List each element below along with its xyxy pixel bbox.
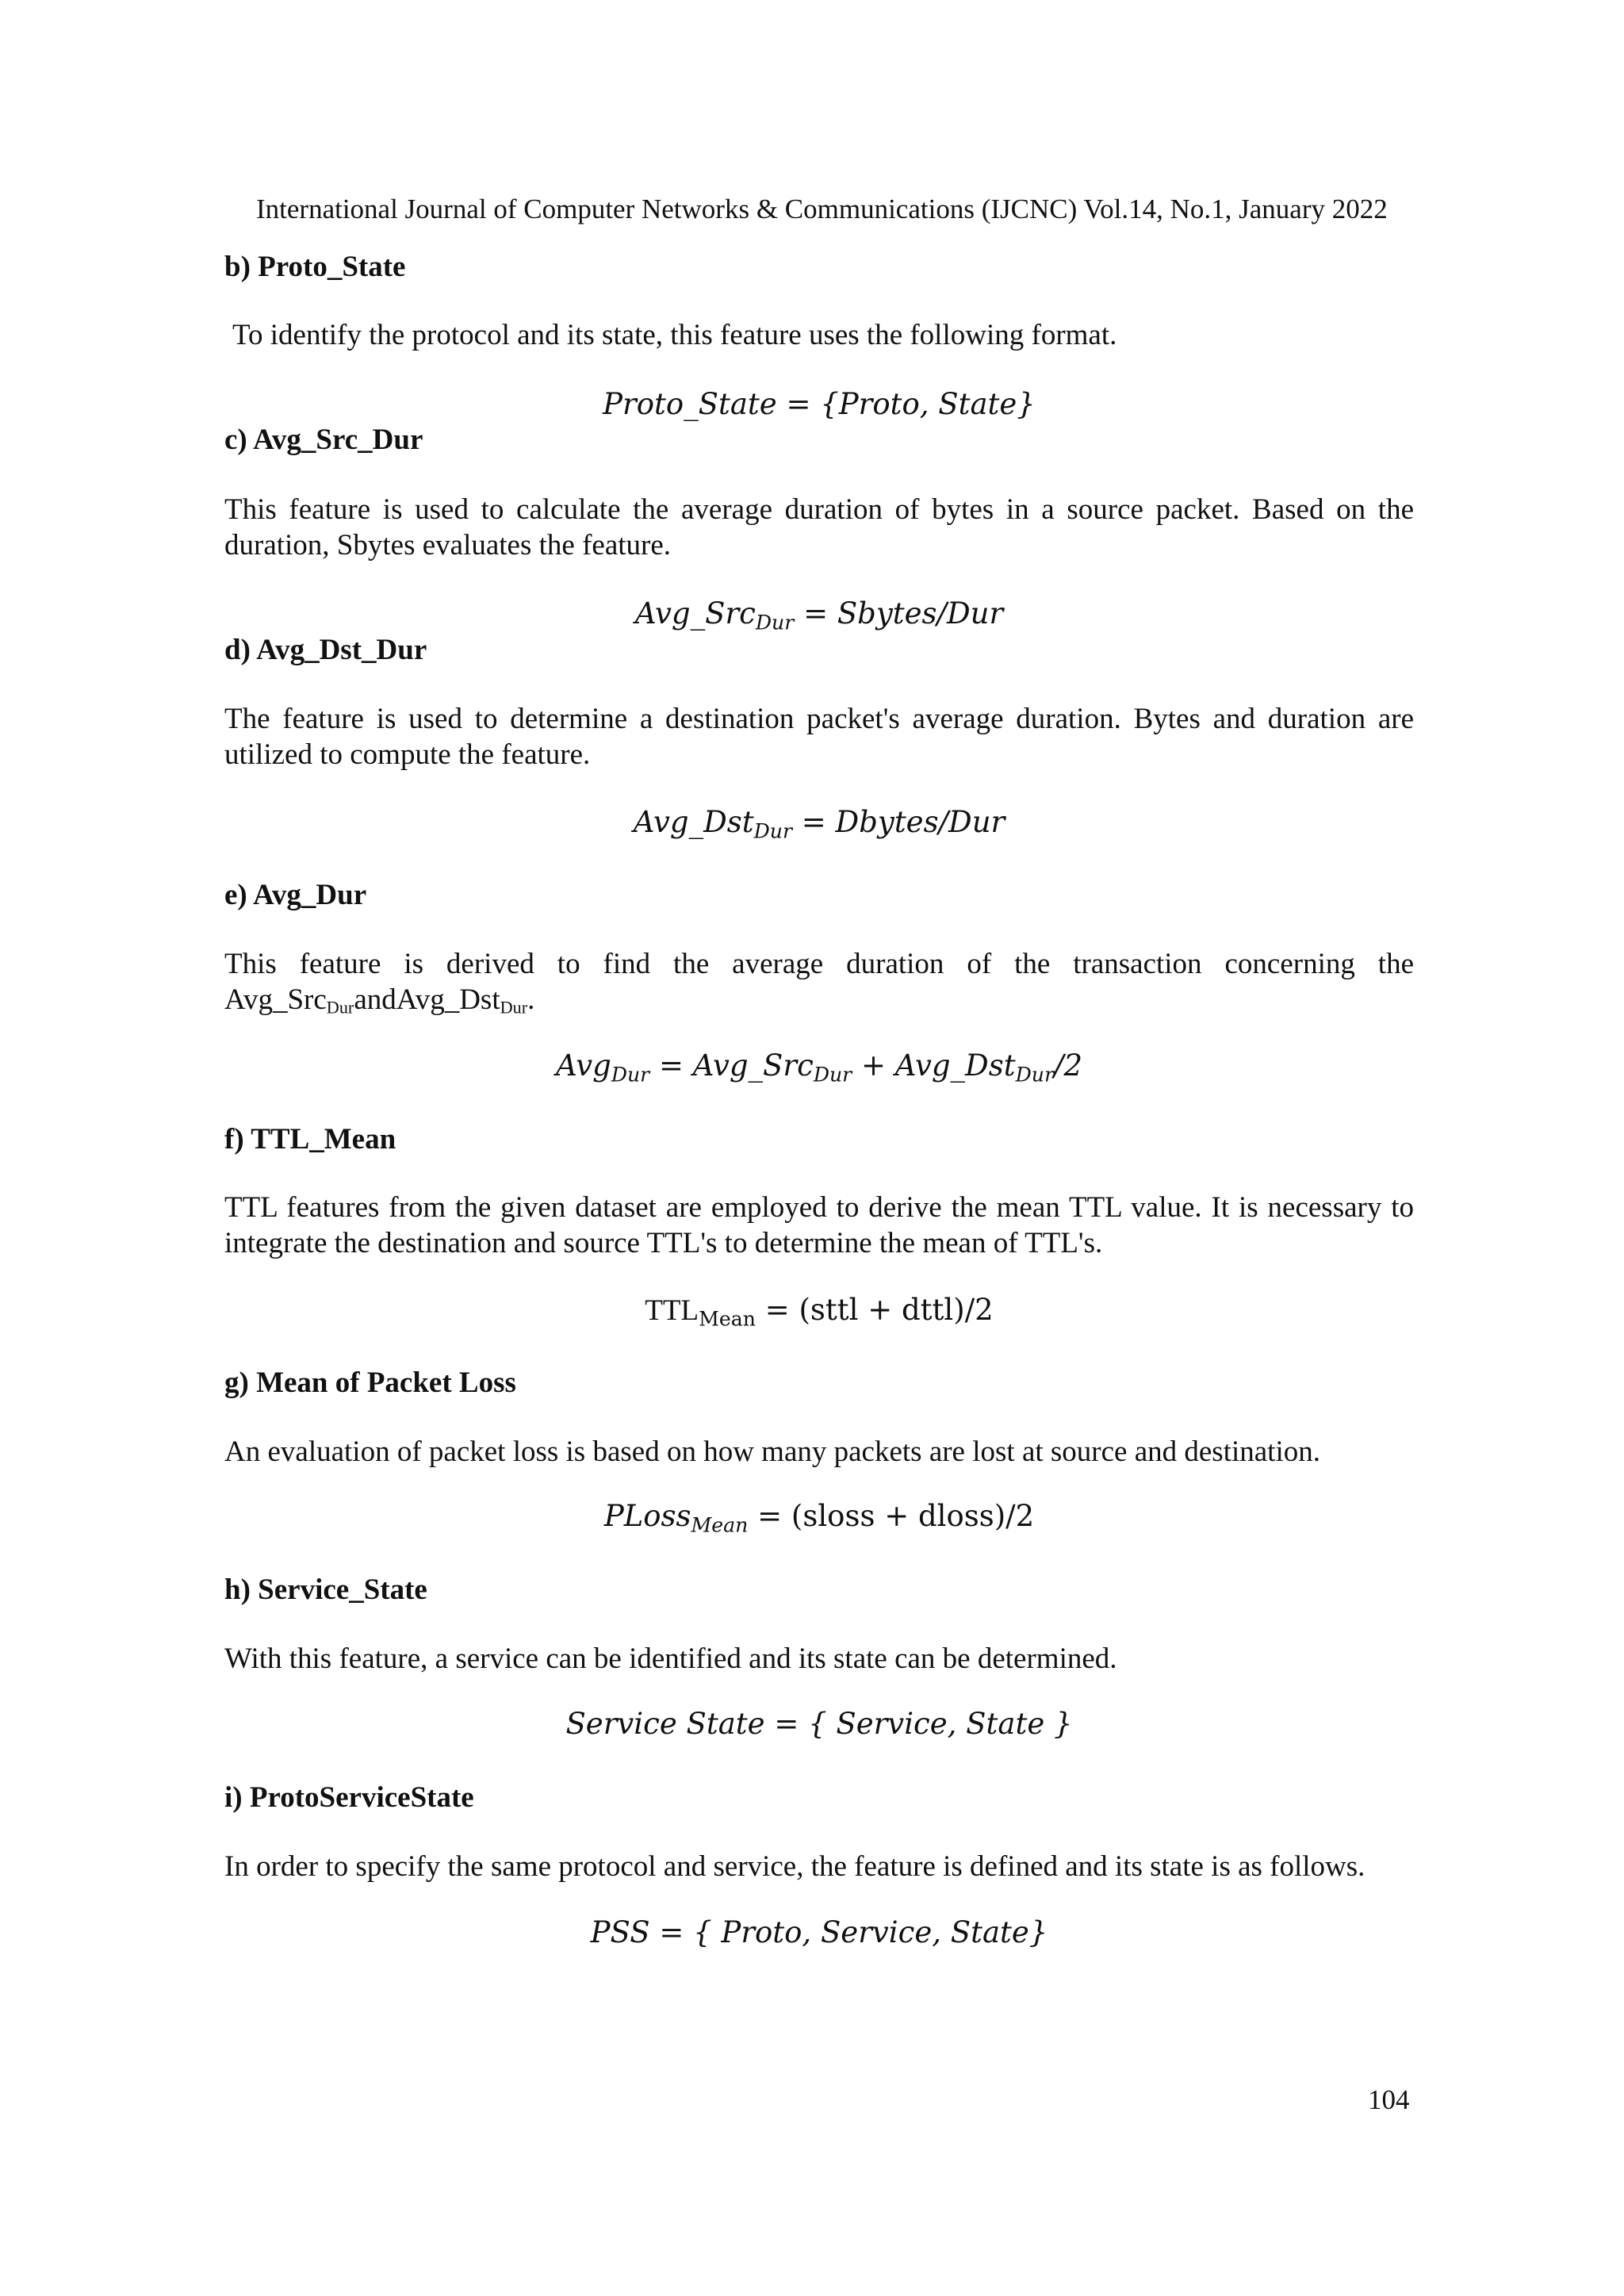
section-heading-b: b) Proto_State bbox=[224, 251, 406, 283]
eq-lhs: Avg_Dst bbox=[633, 805, 754, 839]
paragraph-g: An evaluation of packet loss is based on how many packets are lost at source and destination. bbox=[224, 1435, 1320, 1468]
eq-term-1-subscript: Dur bbox=[813, 1063, 852, 1087]
equation-avg-dst-dur bbox=[224, 805, 1414, 843]
equation-ploss-mean bbox=[224, 1499, 1414, 1537]
eq-rhs: = (sttl + dttl)/2 bbox=[764, 1293, 994, 1327]
paragraph-e bbox=[224, 946, 1414, 1018]
eq-rhs: = Sbytes/Dur bbox=[803, 596, 1004, 631]
eq-lhs: TTL bbox=[645, 1294, 699, 1327]
equation-avg-dur bbox=[224, 1048, 1414, 1087]
paragraph-c: This feature is used to calculate the average duration of bytes in a source packet. Based on the duration, Sbytes evaluates the feature. bbox=[224, 493, 1414, 562]
paragraph-e-sub-1: Dur bbox=[326, 997, 354, 1018]
eq-lhs: Service State bbox=[565, 1707, 765, 1741]
page-number: 104 bbox=[1368, 2084, 1410, 2115]
equation-pss bbox=[224, 1915, 1414, 1949]
eq-term-2-subscript: Dur bbox=[1015, 1063, 1054, 1087]
paragraph-d: The feature is used to determine a destination packet's average duration. Bytes and duration are utilized to compute the feature. bbox=[224, 703, 1414, 771]
eq-rhs: = { Proto, Service, State} bbox=[659, 1915, 1048, 1949]
eq-rhs: = Dbytes/Dur bbox=[801, 805, 1005, 839]
eq-subscript: Mean bbox=[699, 1307, 756, 1331]
section-heading-f: f) TTL_Mean bbox=[224, 1123, 396, 1156]
equation-service-state bbox=[224, 1707, 1414, 1741]
eq-lhs: PSS bbox=[590, 1915, 650, 1949]
paragraph-h: With this feature, a service can be identified and its state can be determined. bbox=[224, 1642, 1117, 1675]
eq-lhs: PLoss bbox=[603, 1499, 691, 1533]
eq-subscript: Dur bbox=[755, 611, 795, 634]
eq-lhs-subscript: Dur bbox=[611, 1063, 650, 1087]
paragraph-e-text-c: . bbox=[527, 983, 535, 1016]
equation-ttl-mean bbox=[224, 1293, 1414, 1331]
paragraph-e-text-a: This feature is derived to find the average duration of the transaction concerning the Avg_Src bbox=[224, 948, 1414, 1016]
eq-term-2: + Avg_Dst bbox=[860, 1048, 1016, 1083]
eq-term-1: = Avg_Src bbox=[658, 1048, 814, 1083]
eq-lhs: Proto_State bbox=[603, 387, 777, 421]
section-heading-h: h) Service_State bbox=[224, 1573, 427, 1606]
running-header: International Journal of Computer Networks & Communications (IJCNC) Vol.14, No.1, January 2022 bbox=[256, 194, 1388, 224]
section-heading-g: g) Mean of Packet Loss bbox=[224, 1366, 516, 1399]
eq-lhs: Avg_Src bbox=[634, 596, 756, 631]
equation-avg-src-dur bbox=[224, 596, 1414, 634]
eq-rhs: = (sloss + dloss)/2 bbox=[757, 1499, 1035, 1533]
paragraph-f: TTL features from the given dataset are employed to derive the mean TTL value. It is necessary to integrate the destination and source TTL's to determine the mean of TTL's. bbox=[224, 1191, 1414, 1259]
eq-lhs: Avg bbox=[556, 1048, 611, 1083]
paragraph-b: To identify the protocol and its state, this feature uses the following format. bbox=[232, 319, 1117, 351]
eq-subscript: Mean bbox=[691, 1513, 749, 1537]
eq-subscript: Dur bbox=[753, 819, 793, 843]
section-heading-d: d) Avg_Dst_Dur bbox=[224, 634, 427, 666]
section-heading-e: e) Avg_Dur bbox=[224, 879, 367, 911]
eq-rhs: = {Proto, State} bbox=[786, 387, 1036, 421]
paragraph-e-text-b: andAvg_Dst bbox=[354, 983, 500, 1016]
section-heading-i: i) ProtoServiceState bbox=[224, 1781, 474, 1814]
section-heading-c: c) Avg_Src_Dur bbox=[224, 424, 423, 456]
eq-rhs: = { Service, State } bbox=[774, 1707, 1073, 1741]
equation-proto-state bbox=[224, 387, 1414, 421]
paragraph-e-sub-2: Dur bbox=[500, 997, 528, 1018]
eq-tail: /2 bbox=[1053, 1048, 1082, 1083]
paragraph-i: In order to specify the same protocol and service, the feature is defined and its state is as follows. bbox=[224, 1850, 1365, 1883]
